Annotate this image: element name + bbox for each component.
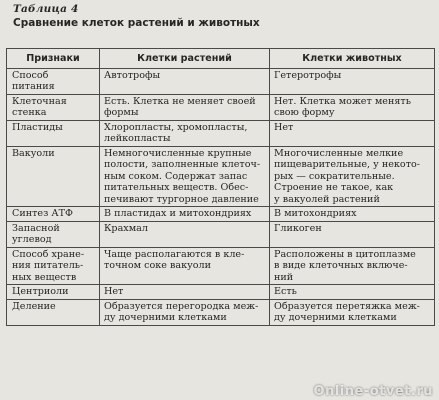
plant-cell: [100, 299, 270, 325]
plant-cell: [100, 285, 270, 300]
animal-cell: [270, 247, 435, 285]
cell-text: Синтез АТФ: [12, 208, 74, 219]
cell-text: Автотрофы: [104, 69, 161, 81]
feature-cell: [7, 247, 100, 285]
watermark: Online-otvet.ru: [313, 384, 433, 399]
table-caption: Таблица 4: [13, 3, 79, 15]
cell-text: Нет. Клетка может менять свою форму: [274, 95, 411, 118]
cell-text: Гликоген: [274, 222, 322, 234]
feature-cell: [7, 146, 100, 207]
plant-cell: [100, 247, 270, 285]
header-features: Признаки: [7, 49, 100, 69]
table-row: [7, 120, 435, 146]
cell-text: Способ питания: [12, 69, 55, 92]
table-row: [7, 299, 435, 325]
cell-text: Способ хране- ния питатель- ных веществ: [12, 248, 85, 283]
cell-text: Нет: [274, 121, 294, 133]
table-header-row: [7, 49, 435, 69]
feature-cell: [7, 94, 100, 120]
cell-text: Крахмал: [104, 222, 148, 234]
cell-text: Гетеротрофы: [274, 69, 342, 81]
cell-text: Центриоли: [12, 286, 69, 297]
feature-cell: [7, 120, 100, 146]
table-row: [7, 94, 435, 120]
cell-text: Нет: [104, 286, 124, 297]
cell-text: Клеточная стенка: [12, 95, 67, 118]
cell-text: Многочисленные мелкие пищеварительные, у некото- рых — сократительные. Строение не такое, как у вакуолей растений: [274, 147, 421, 205]
cell-text: Пластиды: [12, 121, 63, 133]
cell-text: Есть: [274, 286, 297, 297]
animal-cell: [270, 94, 435, 120]
cell-text: Хлоропласты, хромопласты, лейкопласты: [104, 121, 248, 144]
cell-text: В пластидах и митохондриях: [104, 208, 252, 219]
feature-cell: [7, 221, 100, 247]
cell-text: Образуется перегородка меж- ду дочерними клетками: [104, 300, 259, 323]
animal-cell: [270, 68, 435, 94]
cell-text: Немногочисленные крупные полости, заполненные клеточ- ным соком. Содержат запас питательных веществ. Обес- печивают тургорное давление: [104, 147, 261, 205]
table-row: [7, 68, 435, 94]
cell-text: Чаще располагаются в кле- точном соке вакуоли: [104, 248, 245, 271]
animal-cell: [270, 146, 435, 207]
cell-text: Есть. Клетка не меняет своей формы: [104, 95, 256, 118]
table-row: [7, 207, 435, 222]
cell-text: Образуется перетяжка меж- ду дочерними клетками: [274, 300, 420, 323]
cell-text: Деление: [12, 300, 56, 312]
cell-text: В митохондриях: [274, 208, 357, 219]
animal-cell: [270, 120, 435, 146]
feature-cell: [7, 299, 100, 325]
header-plant-cells: Клетки растений: [100, 49, 270, 69]
cell-text: Расположены в цитоплазме в виде клеточных включе- ний: [274, 248, 416, 283]
plant-cell: [100, 221, 270, 247]
header-animal-cells: Клетки животных: [270, 49, 435, 69]
plant-cell: [100, 207, 270, 222]
table-title: Сравнение клеток растений и животных: [13, 17, 260, 29]
feature-cell: [7, 285, 100, 300]
comparison-table: [6, 48, 435, 326]
feature-cell: [7, 207, 100, 222]
plant-cell: [100, 120, 270, 146]
animal-cell: [270, 221, 435, 247]
cell-text: Вакуоли: [12, 147, 55, 159]
cell-text: Запасной углевод: [12, 222, 60, 245]
table-row: [7, 285, 435, 300]
table-row: [7, 221, 435, 247]
animal-cell: [270, 207, 435, 222]
table-row: [7, 247, 435, 285]
animal-cell: [270, 299, 435, 325]
feature-cell: [7, 68, 100, 94]
plant-cell: [100, 94, 270, 120]
table-row: [7, 146, 435, 207]
plant-cell: [100, 68, 270, 94]
animal-cell: [270, 285, 435, 300]
plant-cell: [100, 146, 270, 207]
